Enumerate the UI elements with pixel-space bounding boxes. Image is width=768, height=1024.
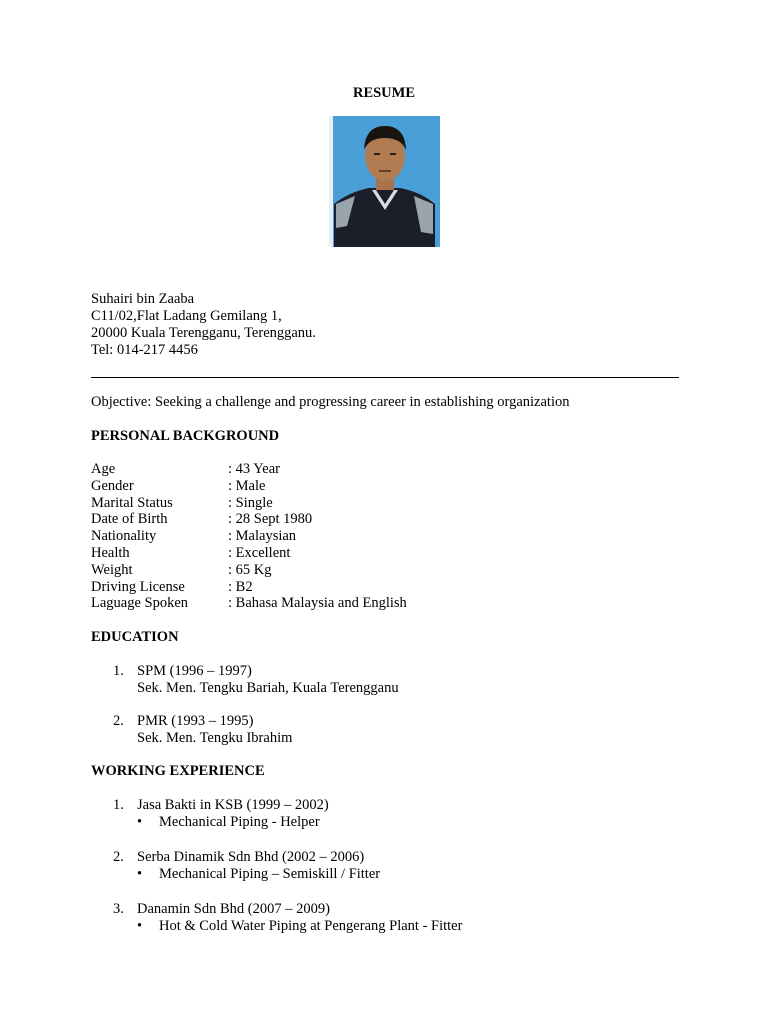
row-label: Health [91,544,130,561]
item-number: 2. [113,713,124,729]
row-value: : 28 Sept 1980 [228,511,313,528]
item-number: 1. [113,797,124,813]
page-title: RESUME [352,85,416,101]
company-title: Serba Dinamik Sdn Bhd (2002 – 2006) [137,849,365,865]
work-item [113,797,329,831]
row-label: Gender [91,477,134,494]
personal-background-heading: PERSONAL BACKGROUND [91,428,280,444]
bullet-icon: • [137,918,143,934]
contact-block [91,291,316,359]
row-label: Marital Status [91,494,173,511]
objective-text: Objective: Seeking a challenge and progressing career in establishing organization [91,394,570,410]
education-title: PMR (1993 – 1995) [137,713,254,729]
school-name: Sek. Men. Tengku Bariah, Kuala Terengganu [137,680,399,696]
personal-row [91,478,407,495]
row-value: : B2 [228,578,253,595]
personal-row [91,495,407,512]
company-title: Danamin Sdn Bhd (2007 – 2009) [137,901,330,917]
row-value: : Male [228,477,266,494]
profile-photo [329,116,440,247]
job-role: Hot & Cold Water Piping at Pengerang Plant - Fitter [159,918,463,934]
education-title: SPM (1996 – 1997) [137,663,252,679]
row-value: : Bahasa Malaysia and English [228,595,407,612]
item-number: 2. [113,849,124,865]
row-label: Weight [91,561,133,578]
personal-background-table [91,461,407,612]
personal-row [91,595,407,612]
education-item [113,663,399,697]
job-role: Mechanical Piping – Semiskill / Fitter [159,866,381,882]
row-label: Date of Birth [91,511,168,528]
school-name: Sek. Men. Tengku Ibrahim [137,730,293,746]
row-label: Laguage Spoken [91,595,189,612]
personal-row [91,461,407,478]
personal-row [91,511,407,528]
education-item [113,713,292,747]
job-role: Mechanical Piping - Helper [159,814,320,830]
work-item [113,849,380,883]
row-value: : Malaysian [228,528,297,545]
row-label: Age [91,461,116,477]
address-line-2: 20000 Kuala Terengganu, Terengganu. [91,325,316,341]
row-value: : Excellent [228,544,291,561]
personal-row [91,545,407,562]
bullet-icon: • [137,866,143,882]
contact-name: Suhairi bin Zaaba [91,291,195,307]
personal-row [91,579,407,596]
item-number: 3. [113,901,124,917]
personal-row [91,528,407,545]
address-line-1: C11/02,Flat Ladang Gemilang 1, [91,308,282,324]
telephone: Tel: 014-217 4456 [91,342,198,358]
item-number: 1. [113,663,124,679]
working-experience-heading: WORKING EXPERIENCE [91,763,265,779]
bullet-icon: • [137,814,143,830]
divider-line [91,377,679,378]
row-value: : 43 Year [228,461,280,477]
education-heading: EDUCATION [91,629,179,645]
row-value: : 65 Kg [228,561,272,578]
work-item [113,901,462,935]
row-label: Nationality [91,528,157,545]
personal-row [91,562,407,579]
company-title: Jasa Bakti in KSB (1999 – 2002) [137,797,329,813]
row-label: Driving License [91,578,185,595]
row-value: : Single [228,494,273,511]
